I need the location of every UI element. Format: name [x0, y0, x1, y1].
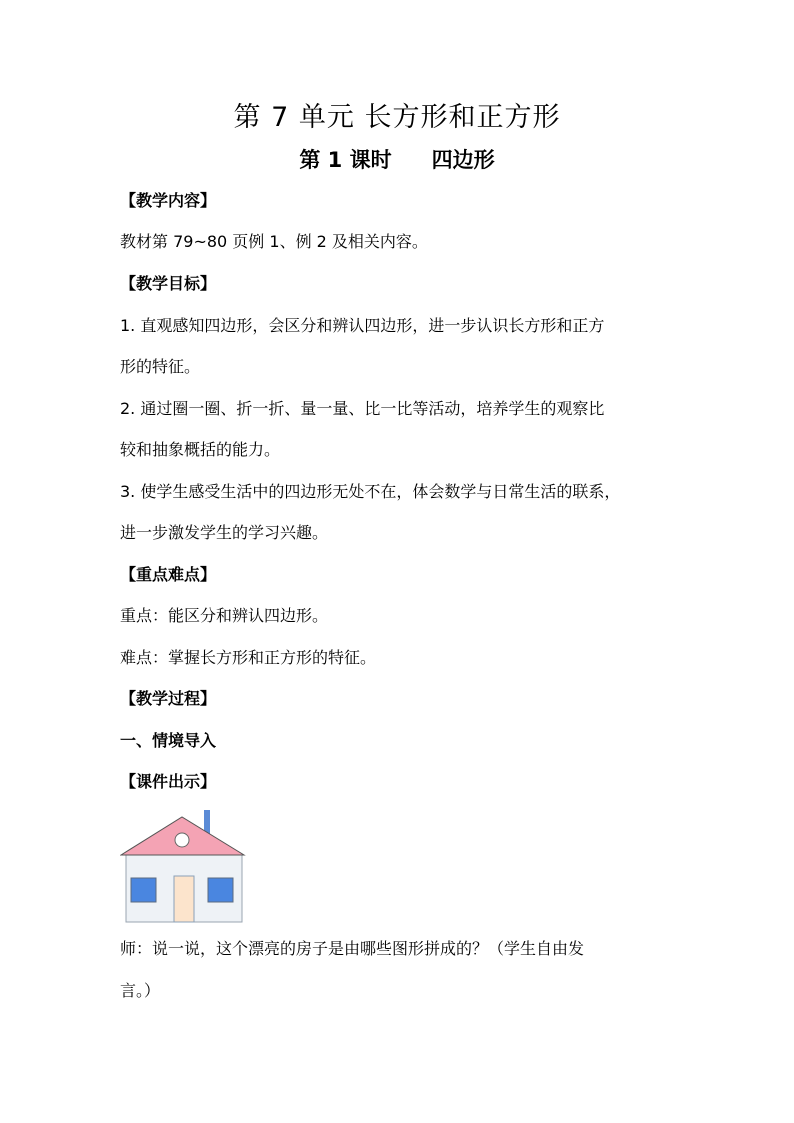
key-point: 重点：能区分和辨认四边形。	[120, 606, 329, 625]
goal2-line2: 较和抽象概括的能力。	[120, 440, 281, 459]
goal1-line1: 1. 直观感知四边形，会区分和辨认四边形，进一步认识长方形和正方	[120, 316, 605, 335]
house-window-right	[208, 878, 233, 902]
goal2-line1: 2. 通过圈一圈、折一折、量一量、比一比等活动，培养学生的观察比	[120, 399, 605, 418]
goal1-line2: 形的特征。	[120, 357, 201, 376]
house-illustration	[120, 806, 248, 926]
house-roof-window	[175, 833, 189, 847]
key-heading: 【重点难点】	[120, 565, 217, 584]
goal3-line2: 进一步激发学生的学习兴趣。	[120, 523, 329, 542]
content-heading: 【教学内容】	[120, 191, 217, 210]
part1-heading: 一、情境导入	[120, 731, 217, 750]
content-text: 教材第 79~80 页例 1、例 2 及相关内容。	[120, 232, 428, 251]
house-window-left	[131, 878, 156, 902]
teacher-line1: 师：说一说，这个漂亮的房子是由哪些图形拼成的？（学生自由发	[120, 939, 585, 958]
difficult-point: 难点：掌握长方形和正方形的特征。	[120, 648, 377, 667]
lesson-subtitle	[0, 143, 794, 177]
teacher-line2: 言。）	[120, 981, 161, 1000]
goals-heading: 【教学目标】	[120, 274, 217, 293]
lesson-number: 第 1 课时	[299, 148, 392, 172]
process-heading: 【教学过程】	[120, 689, 217, 708]
unit-title: 第 7 单元 长方形和正方形	[233, 102, 561, 133]
goal3-line1: 3. 使学生感受生活中的四边形无处不在，体会数学与日常生活的联系，	[120, 482, 621, 501]
house-door	[174, 876, 194, 922]
house-chimney	[204, 810, 210, 834]
courseware-heading: 【课件出示】	[120, 772, 217, 791]
lesson-topic: 四边形	[431, 148, 495, 172]
